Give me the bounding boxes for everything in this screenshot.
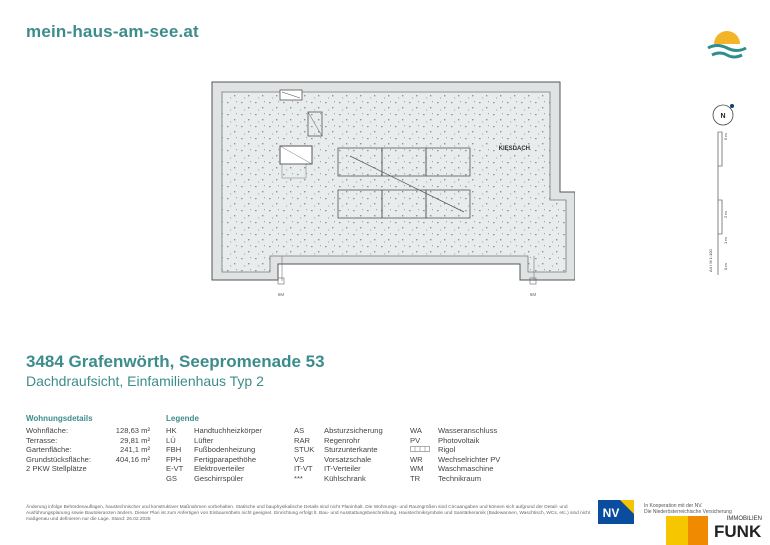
details-heading: Wohnungsdetails — [26, 414, 93, 423]
marker-left: 6M — [277, 292, 285, 297]
legend-code: RAR — [294, 435, 311, 445]
legend-text: Vorsatzschale — [324, 454, 372, 464]
legend-code: IT-VT — [294, 464, 313, 474]
details-label: Grundstücksfläche: — [26, 454, 91, 464]
legend-code: TR — [410, 473, 421, 483]
funk-logo — [666, 513, 770, 545]
legend-code: WM — [410, 464, 424, 474]
rigol-symbol-icon — [410, 445, 438, 455]
details-value: 404,16 m² — [115, 454, 150, 464]
legend-heading: Legende — [166, 414, 199, 423]
legend-item — [410, 455, 500, 465]
legend-item — [294, 464, 383, 474]
legend-item — [410, 464, 500, 474]
legend-item — [294, 455, 383, 465]
site-url[interactable]: mein-haus-am-see.at — [26, 22, 199, 41]
details-value: 241,1 m² — [120, 445, 150, 455]
legend-code: PV — [410, 435, 421, 445]
legend-text: Wasseranschluss — [438, 426, 498, 435]
legend-code: FBH — [166, 445, 182, 455]
legend-code: STUK — [294, 445, 315, 455]
legend-code: VS — [294, 454, 305, 464]
legend-item — [410, 445, 500, 455]
room-label: KIESDACH — [498, 146, 530, 152]
legend-item — [410, 426, 500, 436]
legend-text: Wechselrichter PV — [438, 454, 501, 464]
legend-code: GS — [166, 473, 177, 483]
legend-item — [166, 455, 262, 465]
legend-item — [166, 426, 262, 436]
legend-text: Waschmaschine — [438, 464, 494, 474]
cooperation-line-1: In Kooperation mit der NV. — [644, 503, 703, 509]
legend-code: HK — [166, 426, 177, 435]
legend-text: IT-Verteiler — [324, 464, 361, 474]
legend-item — [294, 426, 383, 436]
scale-label-0m: 0 m — [723, 263, 728, 270]
legend-text: Handtuchheizkörper — [194, 426, 262, 435]
legend-text: Rigol — [438, 445, 456, 455]
details-row — [26, 445, 150, 455]
legend-item — [410, 436, 500, 446]
scale-bar — [700, 130, 745, 275]
funk-logo-big: FUNK — [714, 522, 762, 541]
legend-item — [294, 474, 383, 484]
legend-item — [166, 436, 262, 446]
legend-item — [294, 436, 383, 446]
legend-code: FPH — [166, 454, 182, 464]
legend-code: WR — [410, 454, 423, 464]
legend-text: Technikraum — [438, 473, 482, 483]
legend-column-3 — [410, 426, 500, 484]
legend-code: WA — [410, 426, 422, 435]
legend-text: Fußbodenheizung — [194, 445, 256, 455]
details-value: 128,63 m² — [115, 426, 150, 435]
legend-item — [410, 474, 500, 484]
cooperation-line-2: Die Niederösterreichische Versicherung — [644, 509, 732, 515]
legend-text: Sturzunterkante — [324, 445, 378, 455]
scale-label-5m: 5 m — [723, 133, 728, 140]
details-label: Wohnfläche: — [26, 426, 69, 435]
legend-code: AS — [294, 426, 305, 435]
disclaimer: Änderung infolge Behördenauflagen, haustechnischer und konstruktiver Maßnahmen vorbehalten. Statische und bauphysikalische Details sind nicht Planinhalt. Die Wohnungs- und Raumgrößen sind Circaangaben und können sich aufgrund der Detail- und Ausführungsplanung sowie Bautoleranzen ändern. Dieser Plan ist zum Anfertigen von Einbaumöbeln nicht geeignet. Einrichtung erfolgt lt. Bau- und Ausstattungsbeschreibung. Haustechniksymbole und Sanitärkeramik (Badewannen, Waschtisch, WCs, etc.) sind nicht maßgenau und definieren nur die Lage. Stand: 26.02.2025 — [26, 505, 591, 523]
scale-ratio: A4 / M 1:100 — [708, 249, 713, 272]
legend-text: Fertigparapethöhe — [194, 454, 257, 464]
details-value: 29,81 m² — [120, 435, 150, 445]
legend-code: *** — [294, 473, 303, 483]
legend-text: Photovoltaik — [438, 435, 480, 445]
nv-logo — [598, 500, 634, 524]
listing-title: 3484 Grafenwörth, Seepromenade 53 — [26, 352, 325, 371]
details-row — [26, 426, 150, 436]
details-label: Gartenfläche: — [26, 445, 72, 455]
details-row — [26, 436, 150, 446]
details-label: 2 PKW Stellplätze — [26, 464, 87, 474]
listing-subtitle: Dachdraufsicht, Einfamilienhaus Typ 2 — [26, 373, 264, 389]
legend-text: Absturzsicherung — [324, 426, 383, 435]
legend-text: Elektroverteiler — [194, 464, 245, 474]
roof-plan — [210, 76, 575, 306]
legend-text: Geschirrspüler — [194, 473, 244, 483]
roof-gravel-area — [222, 92, 566, 272]
legend-text: Kühlschrank — [324, 473, 366, 483]
details-row — [26, 464, 150, 474]
legend-item — [166, 445, 262, 455]
legend-item — [294, 445, 383, 455]
funk-logo-small: IMMOBILIEN — [726, 516, 762, 522]
legend-code: E-VT — [166, 464, 184, 474]
details-label: Terrasse: — [26, 435, 58, 445]
legend-text: Lüfter — [194, 435, 214, 445]
compass-icon — [710, 102, 736, 128]
scale-label-2m: 2 m — [723, 211, 728, 218]
nv-logo-text: NV — [602, 506, 620, 520]
brand-logo — [706, 24, 748, 64]
details-table — [26, 426, 150, 474]
legend-column-1 — [166, 426, 262, 484]
legend-item — [166, 464, 262, 474]
marker-right: 6M — [529, 292, 537, 297]
legend-code: LÜ — [166, 435, 176, 445]
legend-text: Regenrohr — [324, 435, 360, 445]
legend-item — [166, 474, 262, 484]
compass-label: N — [720, 113, 726, 120]
legend-column-2 — [294, 426, 383, 484]
details-row — [26, 455, 150, 465]
scale-label-1m: 1 m — [723, 237, 728, 244]
